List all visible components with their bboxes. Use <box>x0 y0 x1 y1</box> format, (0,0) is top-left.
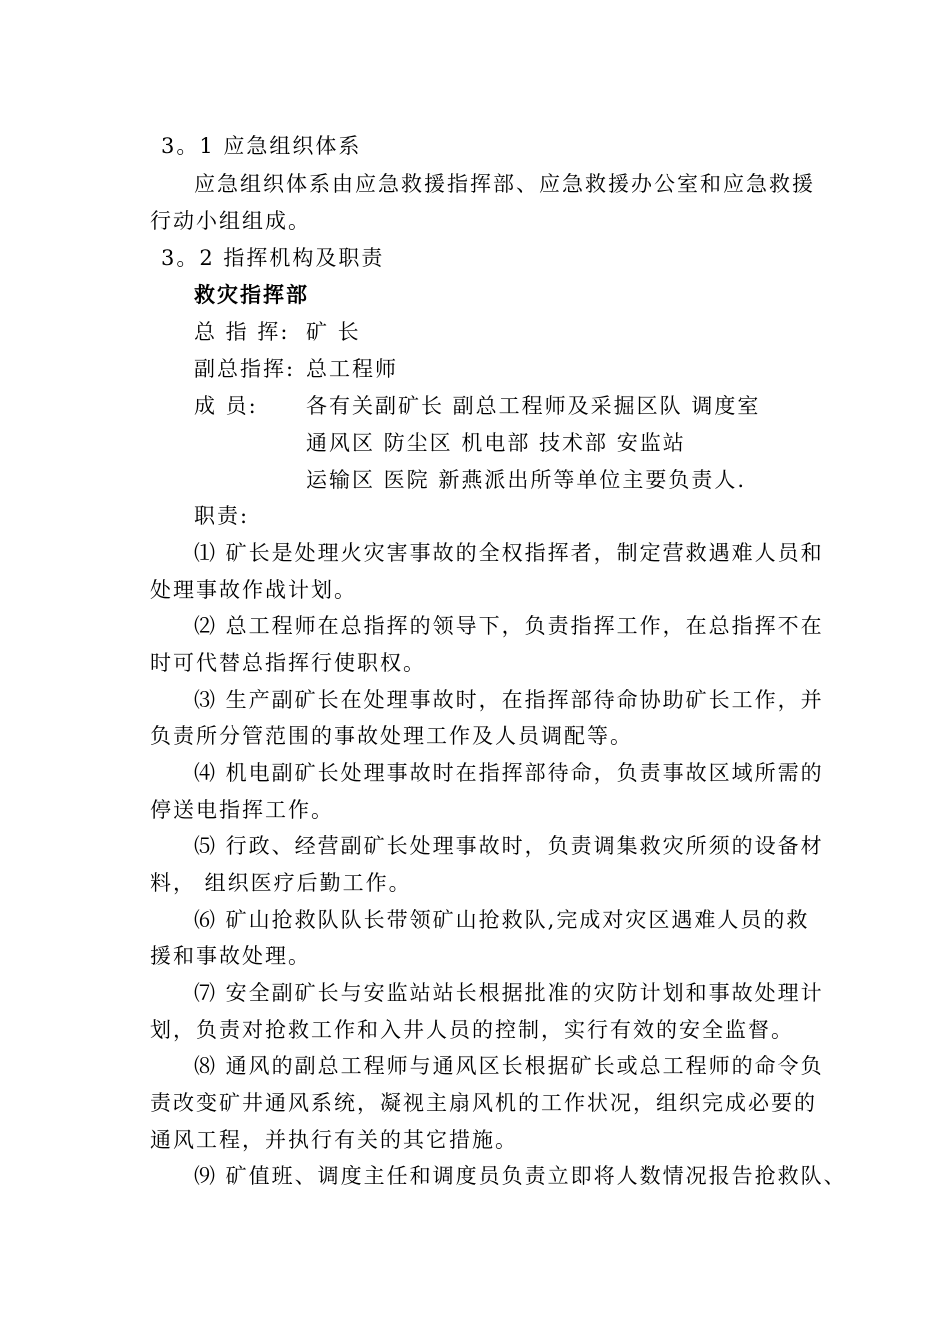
commander-label: 总 指 挥: <box>194 320 290 344</box>
duty-line: ⑻ 通风的副总工程师与通风区长根据矿长或总工程师的命令负 <box>194 1054 824 1078</box>
commander-value: 矿 长 <box>306 320 361 344</box>
members-label: 成 员: <box>194 394 258 418</box>
duty-line: ⑸ 行政、经营副矿长处理事故时，负责调集救灾所须的设备材 <box>194 834 824 858</box>
paragraph-line: 应急组织体系由应急救援指挥部、应急救援办公室和应急救援 <box>194 172 815 196</box>
section-3-1-heading: 3。1 应急组织体系 <box>161 134 362 158</box>
duty-line: ⑷ 机电副矿长处理事故时在指挥部待命，负责事故区域所需的 <box>194 761 824 785</box>
paragraph-line: 行动小组组成。 <box>150 209 311 233</box>
section-3-2-heading: 3。2 指挥机构及职责 <box>161 246 385 270</box>
duty-line: 通风工程，并执行有关的其它措施。 <box>150 1128 518 1152</box>
members-line: 各有关副矿长 副总工程师及采掘区队 调度室 <box>306 394 761 418</box>
duty-line: ⑹ 矿山抢救队队长带领矿山抢救队,完成对灾区遇难人员的救 <box>194 908 810 932</box>
duty-line: ⑺ 安全副矿长与安监站站长根据批准的灾防计划和事故处理计 <box>194 981 824 1005</box>
members-line: 通风区 防尘区 机电部 技术部 安监站 <box>306 431 686 455</box>
duty-line: 料， 组织医疗后勤工作。 <box>150 871 412 895</box>
hq-title: 救灾指挥部 <box>194 282 309 307</box>
duty-line: ⑶ 生产副矿长在处理事故时，在指挥部待命协助矿长工作，并 <box>194 688 824 712</box>
duty-line: 援和事故处理。 <box>150 944 311 968</box>
duty-line: 时可代替总指挥行使职权。 <box>150 651 426 675</box>
duty-line: ⑵ 总工程师在总指挥的领导下，负责指挥工作，在总指挥不在 <box>194 614 824 638</box>
duty-line: ⑼ 矿值班、调度主任和调度员负责立即将人数情况报告抢救队、 <box>194 1164 847 1188</box>
members-line: 运输区 医院 新燕派出所等单位主要负责人. <box>306 468 747 492</box>
duties-label: 职责: <box>194 504 250 528</box>
duty-line: ⑴ 矿长是处理火灾害事故的全权指挥者，制定营救遇难人员和 <box>194 541 824 565</box>
duty-line: 处理事故作战计划。 <box>150 578 357 602</box>
duty-line: 划，负责对抢救工作和入井人员的控制，实行有效的安全监督。 <box>150 1018 794 1042</box>
duty-line: 责改变矿井通风系统，凝视主扇风机的工作状况，组织完成必要的 <box>150 1091 817 1115</box>
deputy-value: 总工程师 <box>306 357 398 381</box>
duty-line: 负责所分管范围的事故处理工作及人员调配等。 <box>150 724 633 748</box>
duty-line: 停送电指挥工作。 <box>150 798 334 822</box>
deputy-label: 副总指挥: <box>194 357 296 381</box>
